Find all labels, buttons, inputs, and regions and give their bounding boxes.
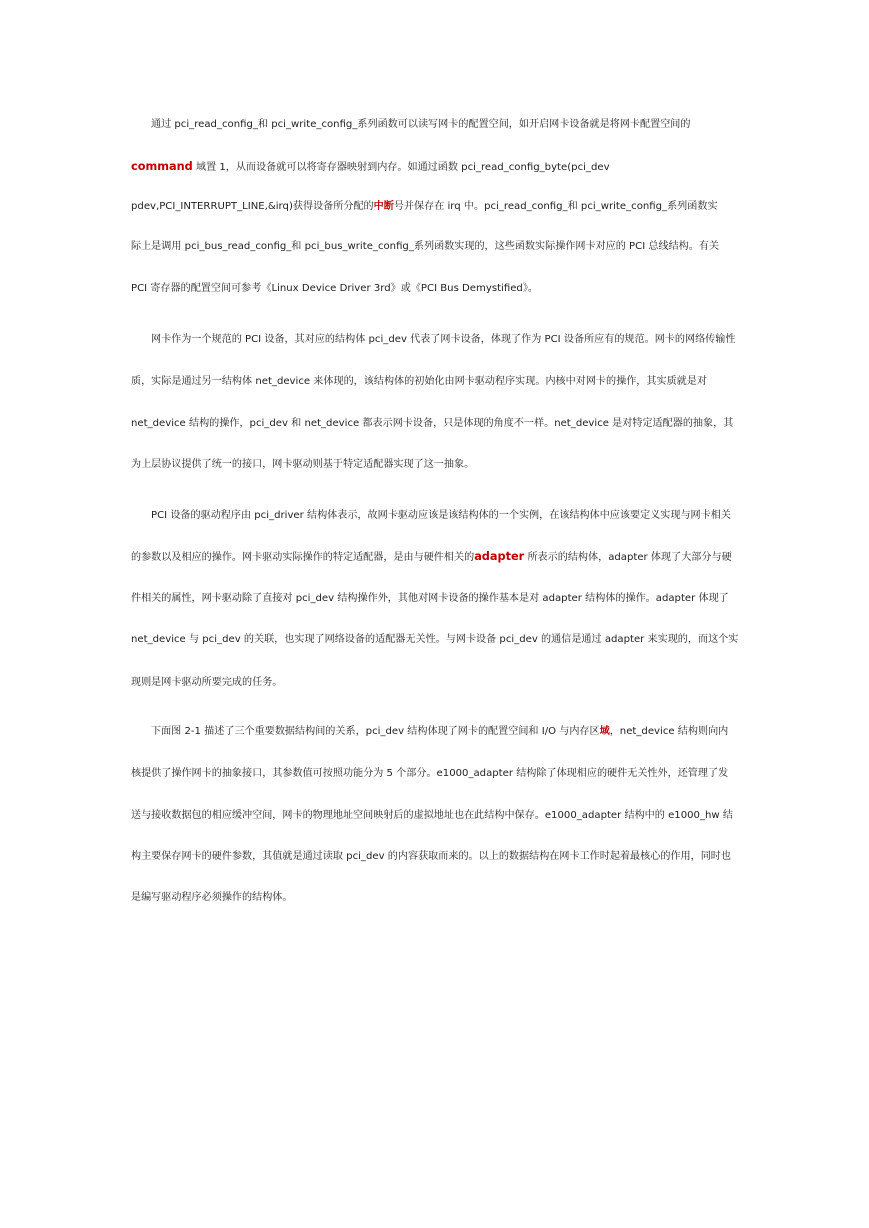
text-run: 域置 1，从而设备就可以将寄存器映射到内存。如通过函数 pci_read_config_byte(pci_dev (192, 162, 610, 173)
text-run: 号并保存在 irq 中。pci_read_config_和 pci_write_config_系列函数实 (393, 201, 718, 212)
paragraph-line (131, 633, 738, 647)
paragraph-line (131, 417, 733, 431)
paragraph-line (151, 333, 735, 347)
text-run: 所表示的结构体，adapter 体现了大部分与硬 (524, 552, 732, 563)
text-run: 通过 pci_read_config_和 pci_write_config_系列函数可以读写网卡的配置空间，如开启网卡设备就是将网卡配置空间的 (151, 119, 691, 130)
text-run: PCI 设备的驱动程序由 pci_driver 结构体表示，故网卡驱动应该是该结构体的一个实例，在该结构体中应该要定义实现与网卡相关 (151, 510, 731, 521)
paragraph-line (151, 118, 690, 132)
text-run: net_device 与 pci_dev 的关联，也实现了网络设备的适配器无关性。与网卡设备 pci_dev 的通信是通过 adapter 来实现的，而这个实 (131, 634, 739, 645)
text-run: 的参数以及相应的操作。网卡驱动实际操作的特定适配器，是由与硬件相关的 (131, 552, 475, 563)
highlighted-term: adapter (474, 550, 525, 563)
paragraph-line (131, 850, 731, 864)
paragraph-line (131, 891, 293, 905)
paragraph-line (131, 282, 538, 296)
paragraph-line (131, 767, 728, 781)
paragraph-line (131, 200, 718, 214)
paragraph-line (131, 550, 732, 564)
paragraph-line (131, 458, 474, 472)
paragraph-line (151, 725, 728, 739)
text-run: 质，实际是通过另一结构体 net_device 来体现的，该结构体的初始化由网卡驱动程序实现。内核中对网卡的操作，其实质就是对 (131, 376, 707, 387)
text-run: 送与接收数据包的相应缓冲空间，网卡的物理地址空间映射后的虚拟地址也在此结构中保存。e1000_adapter 结构中的 e1000_hw 结 (131, 810, 733, 821)
paragraph-line (131, 375, 707, 389)
paragraph-line (131, 809, 733, 823)
text-run: net_device 结构的操作，pci_dev 和 net_device 都表示网卡设备，只是体现的角度不一样。net_device 是对特定适配器的抽象，其 (131, 418, 734, 429)
highlighted-term: 中断 (373, 201, 394, 212)
paragraph-line (151, 509, 731, 523)
text-run: ，net_device 结构则向内 (609, 726, 729, 737)
paragraph-line (131, 240, 719, 254)
highlighted-term: command (131, 160, 193, 173)
text-run: 现则是网卡驱动所要完成的任务。 (131, 677, 283, 688)
text-run: 际上是调用 pci_bus_read_config_和 pci_bus_write_config_系列函数实现的，这些函数实际操作网卡对应的 PCI 总线结构。有关 (131, 241, 720, 252)
paragraph-line (131, 676, 282, 690)
text-run: 下面图 2-1 描述了三个重要数据结构间的关系，pci_dev 结构体现了网卡的配置空间和 I/O 与内存区 (151, 726, 600, 737)
text-run: 是编写驱动程序必须操作的结构体。 (131, 892, 293, 903)
text-run: 构主要保存网卡的硬件参数，其值就是通过读取 pci_dev 的内容获取而来的。以上的数据结构在网卡工作时起着最核心的作用，同时也 (131, 851, 731, 862)
text-run: 为上层协议提供了统一的接口，网卡驱动则基于特定适配器实现了这一抽象。 (131, 459, 475, 470)
text-run: pdev,PCI_INTERRUPT_LINE,&irq)获得设备所分配的 (131, 201, 374, 212)
text-run: 核提供了操作网卡的抽象接口，其参数值可按照功能分为 5 个部分。e1000_adapter 结构除了体现相应的硬件无关性外，还管理了发 (131, 768, 729, 779)
paragraph-line (131, 160, 610, 174)
highlighted-term: 域 (599, 726, 610, 737)
text-run: PCI 寄存器的配置空间可参考《Linux Device Driver 3rd》或《PCI Bus Demystified》。 (131, 283, 538, 294)
text-run: 件相关的属性，网卡驱动除了直接对 pci_dev 结构操作外，其他对网卡设备的操作基本是对 adapter 结构体的操作。adapter 体现了 (131, 593, 729, 604)
text-run: 网卡作为一个规范的 PCI 设备，其对应的结构体 pci_dev 代表了网卡设备，体现了作为 PCI 设备所应有的规范。网卡的网络传输性 (151, 334, 736, 345)
paragraph-line (131, 592, 729, 606)
